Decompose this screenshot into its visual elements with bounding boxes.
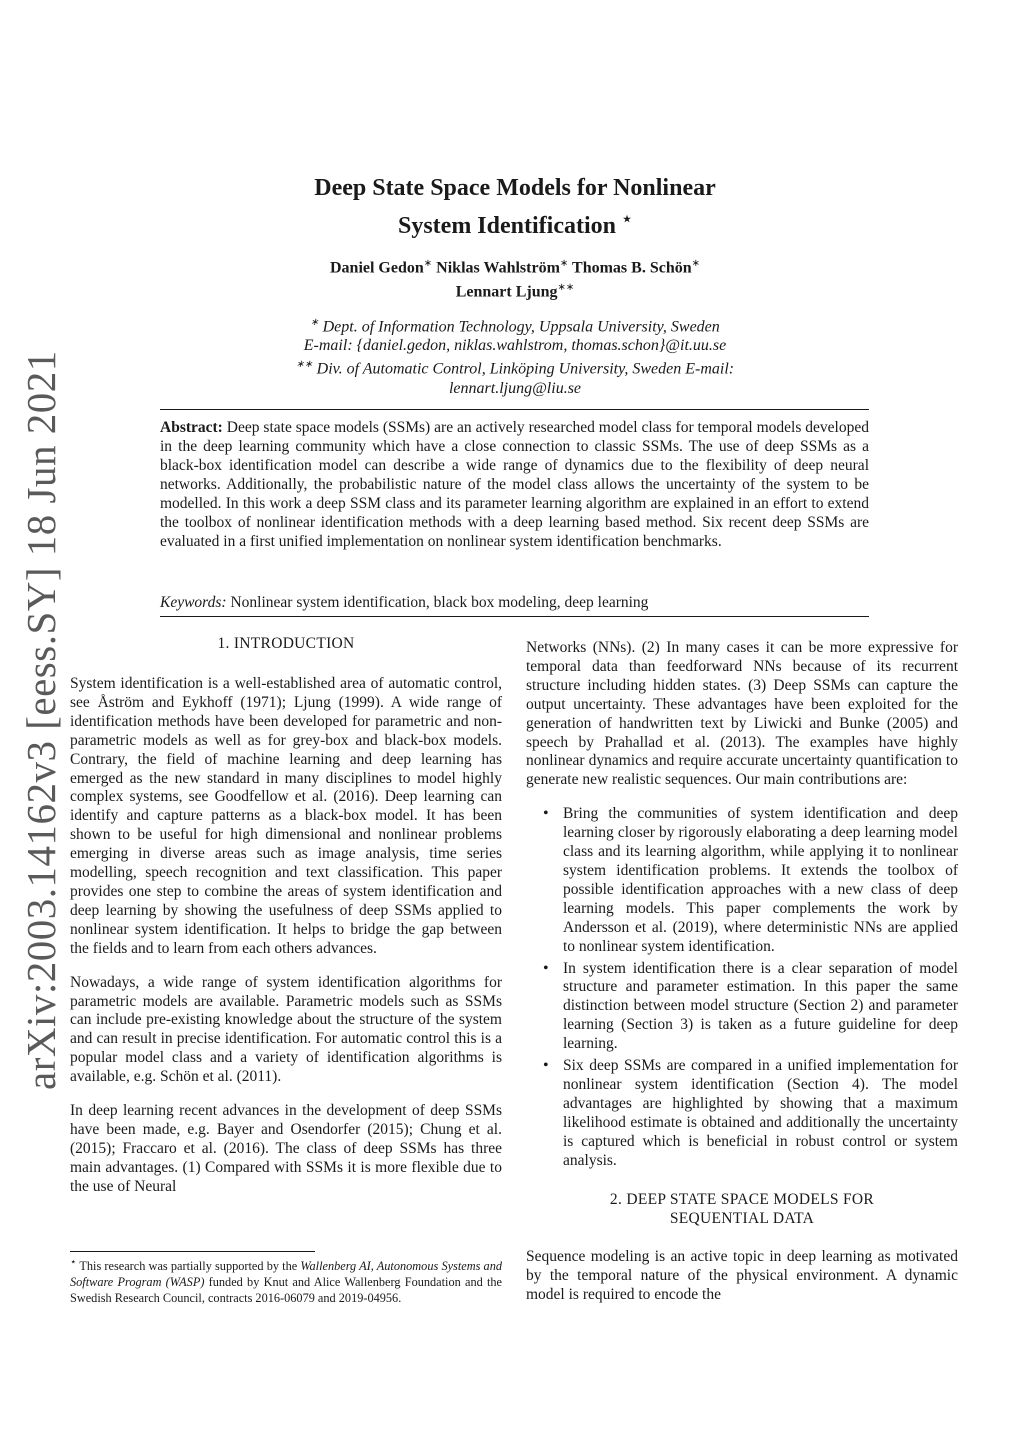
authors-line-2: [200, 278, 830, 302]
intro-paragraph-2: Nowadays, a wide range of system identification algorithms for parametric models are available. Parametric models such as SSMs can include pre-existing knowledge about the structure of the system and can result in precise identification. For automatic control this is a popular model class and a variety of identification algorithms is available, e.g. Schön et al. (2011).: [70, 973, 502, 1086]
abstract-text: Deep state space models (SSMs) are an actively researched model class for temporal models developed in the deep learning community which have a close connection to classic SSMs. The use of deep SSMs as a black-box identification model can describe a wide range of dynamics due to the flexibility of deep neural networks. Additionally, the probabilistic nature of the model class allows the uncertainty of the system to be modelled. In this work a deep SSM class and its parameter learning algorithm are explained in an effort to extend the toolbox of nonlinear identification methods with a deep learning based method. Six recent deep SSMs are evaluated in a first unified implementation on nonlinear system identification benchmarks.: [160, 419, 869, 550]
title-line-2: [200, 204, 830, 242]
section-1-heading: 1. INTRODUCTION: [217, 635, 355, 652]
author-name: Lennart Ljung: [455, 283, 558, 301]
abstract: [160, 418, 869, 551]
authors-line-1: [200, 254, 830, 278]
right-column: [526, 639, 958, 1320]
affiliation-text: Dept. of Information Technology, Uppsala University, Sweden: [318, 318, 720, 336]
footnote-mark: ⋆: [70, 1257, 77, 1268]
intro-paragraph-4: Networks (NNs). (2) In many cases it can be more expressive for temporal data than feedforward NNs because of its recurrent structure including hidden states. (3) Deep SSMs can capture the output uncertainty. These advantages have been exploited for the generation of handwritten text by Liwicki and Bunke (2005) and speech by Prahallad et al. (2013). The examples have highly nonlinear dynamics and require accurate uncertainty quantification to generate new realistic sequences. Our main contributions are:: [526, 639, 958, 789]
affiliation-line-4: lennart.ljung@liu.se: [448, 379, 582, 397]
affiliation-line-2: E-mail: {daniel.gedon, niklas.wahlstrom, thomas.schon}@it.uu.se: [303, 337, 727, 355]
affiliation-mark: ∗∗: [295, 359, 313, 371]
funder-name: Wallenberg AI, Autonomous Systems and Software Program (WASP): [70, 1259, 502, 1290]
abstract-bottom-rule: [160, 616, 869, 617]
keywords-label: Keywords:: [160, 594, 227, 611]
affiliations: [200, 313, 830, 398]
keywords: [160, 593, 869, 612]
list-item: • In system identification there is a clear separation of model structure and parameter estimation. In this paper the same distinction between model structure (Section 2) and parameter learning (Section 3) is taken as a future guideline for deep learning.: [563, 960, 958, 1055]
footnote: [70, 1255, 502, 1306]
intro-paragraph-3: In deep learning recent advances in the development of deep SSMs have been made, e.g. Bayer and Osendorfer (2015); Chung et al. (2015); Fraccaro et al. (2016). The class of deep SSMs has three main advantages. (1) Compared with SSMs it is more flexible due to the use of Neural: [70, 1102, 502, 1195]
section-2-paragraph-1: Sequence modeling is an active topic in deep learning as motivated by the temporal nature of the physical environment. A dynamic model is required to encode the: [526, 1248, 958, 1304]
footnote-text: This research was partially supported by the: [76, 1259, 301, 1274]
intro-paragraph-1: System identification is a well-established area of automatic control, see Åström and Eykhoff (1971); Ljung (1999). A wide range of identification methods have been developed for parametric and non-parametric models as well as for grey-box and black-box models. Contrary, the field of machine learning and deep learning has emerged as the new standard in many disciplines to model highly complex systems, see Goodfellow et al. (2016). Deep learning can identify and capture patterns as a black-box model. It has been shown to be useful for high dimensional and nonlinear problems emerging in diverse areas such as image analysis, time series modelling, speech recognition and text classification. This paper provides one step to combine the areas of system identification and deep learning by showing the usefulness of deep SSMs applied to nonlinear system identification. It helps to bridge the gap between the fields and to learn from each others advances.: [70, 675, 502, 957]
paper-title: [200, 173, 830, 242]
author-name: Thomas B. Schön: [572, 259, 692, 277]
affiliation-text: Div. of Automatic Control, Linköping University, Sweden E-mail:: [312, 360, 735, 378]
list-item: • Six deep SSMs are compared in a unified implementation for nonlinear system identification (Section 4). The model advantages are highlighted by showing that a maximum likelihood estimate is obtained and additionally the uncertainty is captured which is beneficial in robust control or system analysis.: [563, 1057, 958, 1170]
footnote-rule: [70, 1251, 315, 1252]
footnote-text: funded by Knut and Alice Wallenberg Foundation and the Swedish Research Council, contracts 2016-06079 and 2019-04956.: [70, 1275, 502, 1306]
title-line-2-text: System Identification: [397, 213, 616, 239]
author-name: Niklas Wahlström: [436, 259, 560, 277]
author-name: Daniel Gedon: [329, 259, 424, 277]
title-footnote-mark: ⋆: [621, 211, 632, 228]
arxiv-identifier: arXiv:2003.14162v3 [eess.SY] 18 Jun 2021: [18, 350, 64, 1090]
affiliation-line-3: [200, 355, 830, 378]
author-mark: ∗: [559, 258, 569, 269]
abstract-top-rule: [160, 409, 869, 410]
affiliation-mark: ∗: [310, 317, 319, 328]
author-mark: ∗∗: [557, 282, 575, 294]
author-mark: ∗: [423, 258, 433, 269]
left-column: [70, 634, 502, 1212]
affiliation-line-1: [200, 313, 830, 336]
abstract-label: Abstract:: [160, 419, 223, 436]
title-line-1: Deep State Space Models for Nonlinear: [314, 175, 716, 201]
author-mark: ∗: [691, 258, 700, 269]
author-list: [200, 254, 830, 303]
contributions-list: [526, 805, 958, 1170]
list-item: • Bring the communities of system identification and deep learning closer by rigorously elaborating a deep learning model class and its learning algorithm, while applying it to nonlinear system identification problems. It extends the toolbox of possible identification approaches with a new class of deep learning models. This paper complements the work by Andersson et al. (2019), where deterministic NNs are applied to nonlinear system identification.: [563, 805, 958, 956]
section-2-heading-line-2: SEQUENTIAL DATA: [669, 1210, 815, 1228]
keywords-text: Nonlinear system identification, black box modeling, deep learning: [226, 594, 649, 611]
section-2-heading: [526, 1190, 958, 1228]
section-2-heading-line-1: 2. DEEP STATE SPACE MODELS FOR: [609, 1191, 875, 1209]
